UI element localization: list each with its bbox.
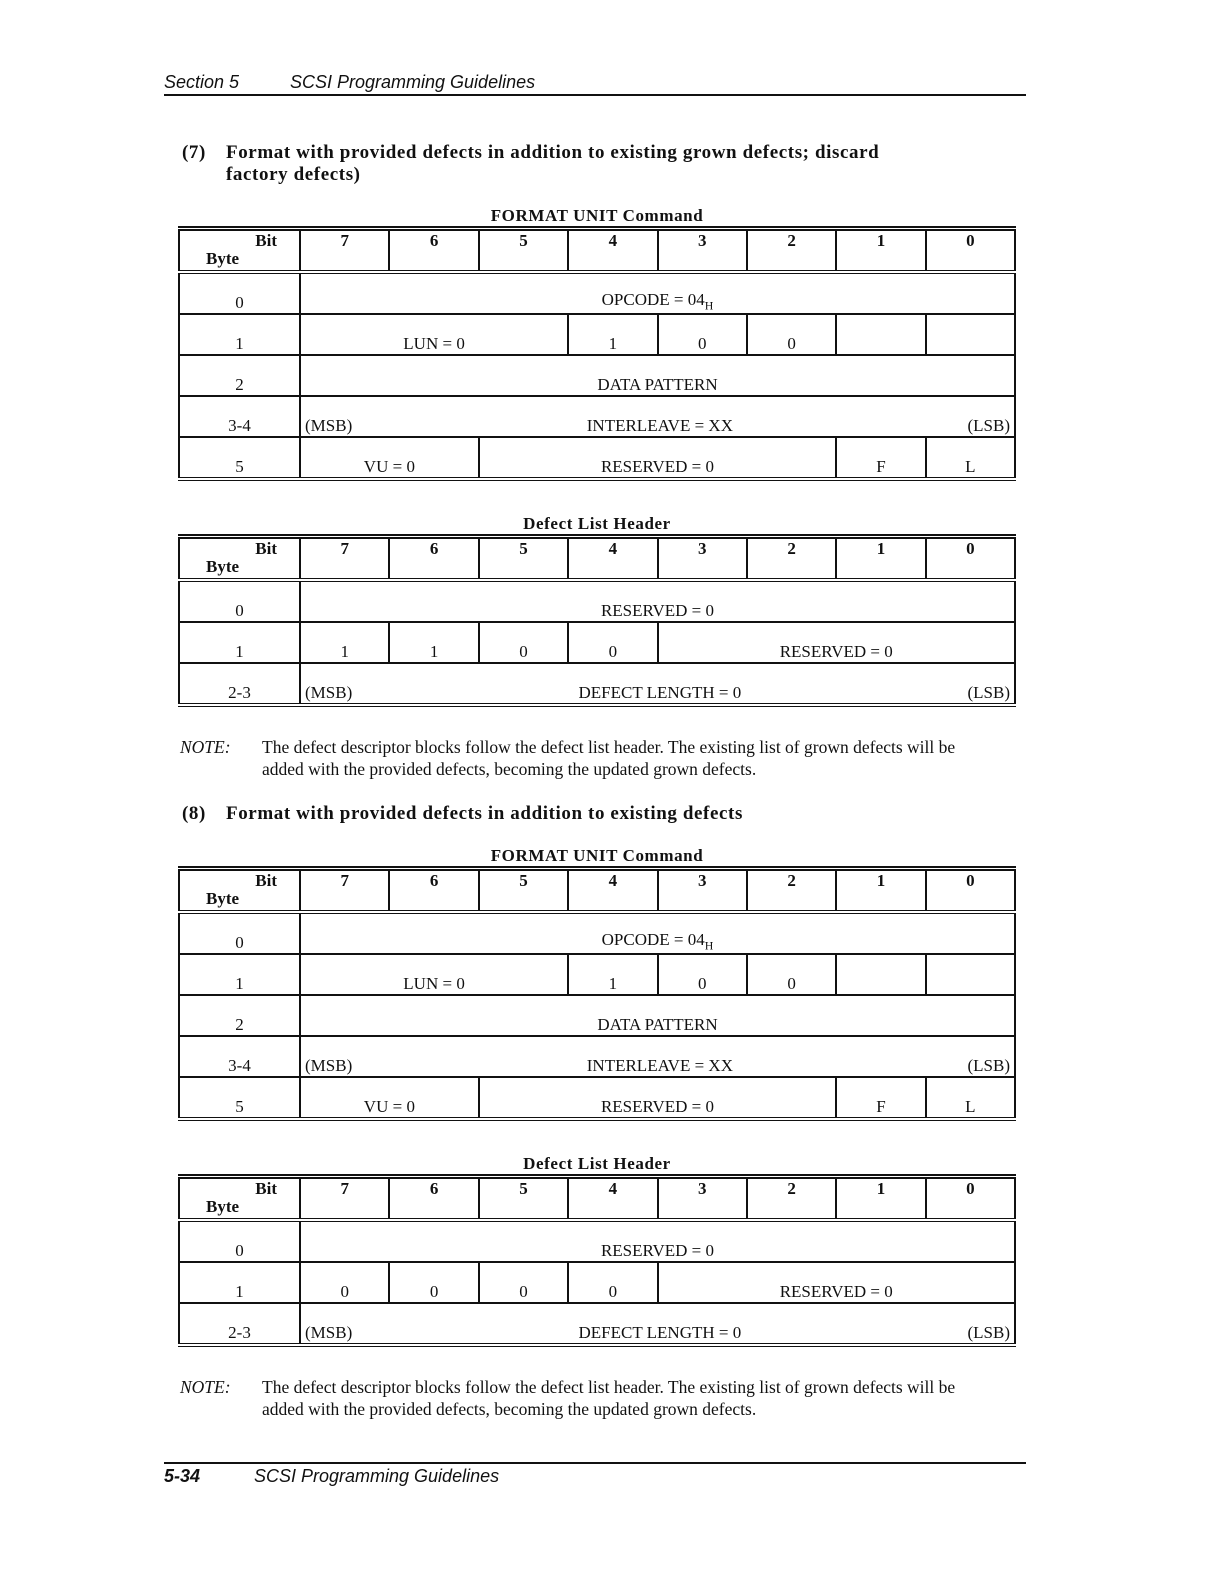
byte-number: 2-3 bbox=[179, 1303, 300, 1345]
bit-3: 3 bbox=[658, 1177, 747, 1221]
bit-7: 7 bbox=[300, 1177, 389, 1221]
byte-number: 2 bbox=[179, 355, 300, 396]
data-pattern-field: DATA PATTERN bbox=[300, 355, 1015, 396]
byte-number: 1 bbox=[179, 1262, 300, 1303]
bit-field: 1 bbox=[568, 954, 657, 995]
byte-row bbox=[179, 912, 1015, 954]
bit-4: 4 bbox=[568, 537, 657, 581]
data-pattern-field: DATA PATTERN bbox=[300, 995, 1015, 1036]
section-7-heading-text: Format with provided defects in addition to existing grown defects; discard bbox=[226, 142, 880, 163]
bit-field: 0 bbox=[658, 314, 747, 355]
bit-field bbox=[926, 314, 1015, 355]
bit-7: 7 bbox=[300, 537, 389, 581]
bit-6: 6 bbox=[389, 229, 478, 273]
bit-field: 0 bbox=[479, 1262, 568, 1303]
bit-1: 1 bbox=[836, 537, 925, 581]
bit-2: 2 bbox=[747, 869, 836, 913]
s8-note bbox=[180, 1376, 1000, 1420]
section-7-heading-cont: factory defects) bbox=[226, 164, 361, 185]
bit-field: 0 bbox=[568, 1262, 657, 1303]
byte-row bbox=[179, 954, 1015, 995]
s7-note bbox=[180, 736, 1000, 780]
byte-row bbox=[179, 437, 1015, 479]
byte-number: 5 bbox=[179, 437, 300, 479]
section-8-heading bbox=[182, 803, 982, 825]
note-text: The defect descriptor blocks follow the defect list header. The existing list of grown defects will be added with the provided defects, becoming the updated grown defects. bbox=[262, 737, 956, 779]
bit-0: 0 bbox=[926, 537, 1015, 581]
l-bit: L bbox=[926, 1077, 1015, 1119]
byte-number: 1 bbox=[179, 954, 300, 995]
bit-6: 6 bbox=[389, 869, 478, 913]
l-bit: L bbox=[926, 437, 1015, 479]
bit-5: 5 bbox=[479, 869, 568, 913]
s8-defect-list-header-caption: Defect List Header bbox=[523, 1154, 671, 1173]
byte-number: 0 bbox=[179, 272, 300, 314]
page-number: 5-34 bbox=[164, 1466, 201, 1486]
byte-row bbox=[179, 314, 1015, 355]
vu-field: VU = 0 bbox=[300, 437, 479, 479]
byte-number: 1 bbox=[179, 314, 300, 355]
byte-number: 3-4 bbox=[179, 396, 300, 437]
byte-label: Byte bbox=[206, 889, 240, 908]
byte-number: 0 bbox=[179, 912, 300, 954]
s8-format-unit-caption: FORMAT UNIT Command bbox=[490, 846, 704, 865]
reserved-field: RESERVED = 0 bbox=[479, 1077, 837, 1119]
vu-field: VU = 0 bbox=[300, 1077, 479, 1119]
bit-field: 0 bbox=[568, 622, 657, 663]
section-7-number: (7) bbox=[182, 142, 206, 163]
bit-byte-corner bbox=[179, 537, 300, 581]
bit-3: 3 bbox=[658, 229, 747, 273]
bit-field: 0 bbox=[747, 954, 836, 995]
bit-6: 6 bbox=[389, 1177, 478, 1221]
section-8-heading-text: Format with provided defects in addition to existing defects bbox=[226, 803, 743, 824]
bit-0: 0 bbox=[926, 869, 1015, 913]
bit-field: 1 bbox=[568, 314, 657, 355]
lsb-label: (LSB) bbox=[967, 1323, 1010, 1342]
msb-label: (MSB) bbox=[305, 683, 353, 702]
bit-header-row bbox=[179, 869, 1015, 913]
bit-field: 0 bbox=[300, 1262, 389, 1303]
opcode-field: OPCODE = $04_H$ bbox=[300, 912, 1015, 954]
bit-field: 1 bbox=[389, 622, 478, 663]
interleave-field: (MSB) (LSB) INTERLEAVE = XX bbox=[300, 1036, 1015, 1077]
bit-field bbox=[836, 954, 925, 995]
byte-number: 3-4 bbox=[179, 1036, 300, 1077]
bit-label: Bit bbox=[255, 1179, 277, 1198]
lsb-label: (LSB) bbox=[967, 1056, 1010, 1075]
bit-5: 5 bbox=[479, 537, 568, 581]
note-label: NOTE: bbox=[180, 737, 231, 757]
note-text: The defect descriptor blocks follow the defect list header. The existing list of grown defects will be added with the provided defects, becoming the updated grown defects. bbox=[262, 1377, 956, 1419]
byte-row bbox=[179, 1303, 1015, 1345]
byte-number: 2-3 bbox=[179, 663, 300, 705]
s7-format-unit-caption: FORMAT UNIT Command bbox=[490, 206, 704, 225]
reserved-field: RESERVED = 0 bbox=[300, 1220, 1015, 1262]
byte-row bbox=[179, 396, 1015, 437]
bit-5: 5 bbox=[479, 1177, 568, 1221]
bit-4: 4 bbox=[568, 869, 657, 913]
bit-field: 0 bbox=[658, 954, 747, 995]
s8-defect-list-header-table bbox=[178, 1174, 1016, 1347]
bit-1: 1 bbox=[836, 1177, 925, 1221]
msb-label: (MSB) bbox=[305, 1056, 353, 1075]
bit-byte-corner bbox=[179, 1177, 300, 1221]
byte-row bbox=[179, 1036, 1015, 1077]
page-footer bbox=[164, 1462, 1026, 1487]
bit-1: 1 bbox=[836, 229, 925, 273]
bit-header-row bbox=[179, 1177, 1015, 1221]
bit-4: 4 bbox=[568, 1177, 657, 1221]
bit-0: 0 bbox=[926, 1177, 1015, 1221]
bit-field bbox=[926, 954, 1015, 995]
reserved-field: RESERVED = 0 bbox=[479, 437, 837, 479]
lun-field: LUN = 0 bbox=[300, 314, 568, 355]
byte-row bbox=[179, 1220, 1015, 1262]
s7-format-unit-table bbox=[178, 226, 1016, 481]
section-label: Section 5 bbox=[164, 72, 240, 92]
byte-row bbox=[179, 355, 1015, 396]
interleave-field: (MSB) (LSB) INTERLEAVE = XX bbox=[300, 396, 1015, 437]
msb-label: (MSB) bbox=[305, 1323, 353, 1342]
bit-field bbox=[836, 314, 925, 355]
bit-2: 2 bbox=[747, 1177, 836, 1221]
section-8-number: (8) bbox=[182, 803, 206, 824]
f-bit: F bbox=[836, 1077, 925, 1119]
bit-3: 3 bbox=[658, 869, 747, 913]
lsb-label: (LSB) bbox=[967, 416, 1010, 435]
bit-2: 2 bbox=[747, 229, 836, 273]
bit-4: 4 bbox=[568, 229, 657, 273]
note-label: NOTE: bbox=[180, 1377, 231, 1397]
defect-length-field: (MSB) (LSB) DEFECT LENGTH = 0 bbox=[300, 663, 1015, 705]
f-bit: F bbox=[836, 437, 925, 479]
bit-7: 7 bbox=[300, 229, 389, 273]
opcode-field: OPCODE = $04_H$ bbox=[300, 272, 1015, 314]
byte-number: 2 bbox=[179, 995, 300, 1036]
byte-label: Byte bbox=[206, 557, 240, 576]
reserved-field: RESERVED = 0 bbox=[300, 580, 1015, 622]
lun-field: LUN = 0 bbox=[300, 954, 568, 995]
bit-field: 0 bbox=[389, 1262, 478, 1303]
bit-label: Bit bbox=[255, 871, 277, 890]
byte-row bbox=[179, 1077, 1015, 1119]
byte-label: Byte bbox=[206, 1197, 240, 1216]
s8-format-unit-table bbox=[178, 866, 1016, 1121]
bit-label: Bit bbox=[255, 539, 277, 558]
bit-byte-corner bbox=[179, 229, 300, 273]
defect-length-field: (MSB) (LSB) DEFECT LENGTH = 0 bbox=[300, 1303, 1015, 1345]
s7-defect-list-header-caption: Defect List Header bbox=[523, 514, 671, 533]
bit-header-row bbox=[179, 229, 1015, 273]
byte-number: 1 bbox=[179, 622, 300, 663]
header-title: SCSI Programming Guidelines bbox=[290, 72, 536, 92]
bit-7: 7 bbox=[300, 869, 389, 913]
s7-defect-list-header-table bbox=[178, 534, 1016, 707]
lsb-label: (LSB) bbox=[967, 683, 1010, 702]
byte-row bbox=[179, 580, 1015, 622]
bit-2: 2 bbox=[747, 537, 836, 581]
reserved-field: RESERVED = 0 bbox=[658, 622, 1016, 663]
bit-field: 1 bbox=[300, 622, 389, 663]
msb-label: (MSB) bbox=[305, 416, 353, 435]
footer-title: SCSI Programming Guidelines bbox=[254, 1466, 500, 1486]
bit-header-row bbox=[179, 537, 1015, 581]
bit-5: 5 bbox=[479, 229, 568, 273]
bit-1: 1 bbox=[836, 869, 925, 913]
bit-3: 3 bbox=[658, 537, 747, 581]
byte-number: 0 bbox=[179, 580, 300, 622]
bit-0: 0 bbox=[926, 229, 1015, 273]
bit-field: 0 bbox=[747, 314, 836, 355]
byte-row bbox=[179, 272, 1015, 314]
reserved-field: RESERVED = 0 bbox=[658, 1262, 1016, 1303]
bit-field: 0 bbox=[479, 622, 568, 663]
byte-row bbox=[179, 663, 1015, 705]
byte-number: 5 bbox=[179, 1077, 300, 1119]
section-7-heading bbox=[182, 142, 982, 186]
bit-label: Bit bbox=[255, 231, 277, 250]
byte-number: 0 bbox=[179, 1220, 300, 1262]
bit-6: 6 bbox=[389, 537, 478, 581]
page-header bbox=[164, 72, 1026, 96]
byte-label: Byte bbox=[206, 249, 240, 268]
byte-row bbox=[179, 1262, 1015, 1303]
byte-row bbox=[179, 622, 1015, 663]
bit-byte-corner bbox=[179, 869, 300, 913]
byte-row bbox=[179, 995, 1015, 1036]
